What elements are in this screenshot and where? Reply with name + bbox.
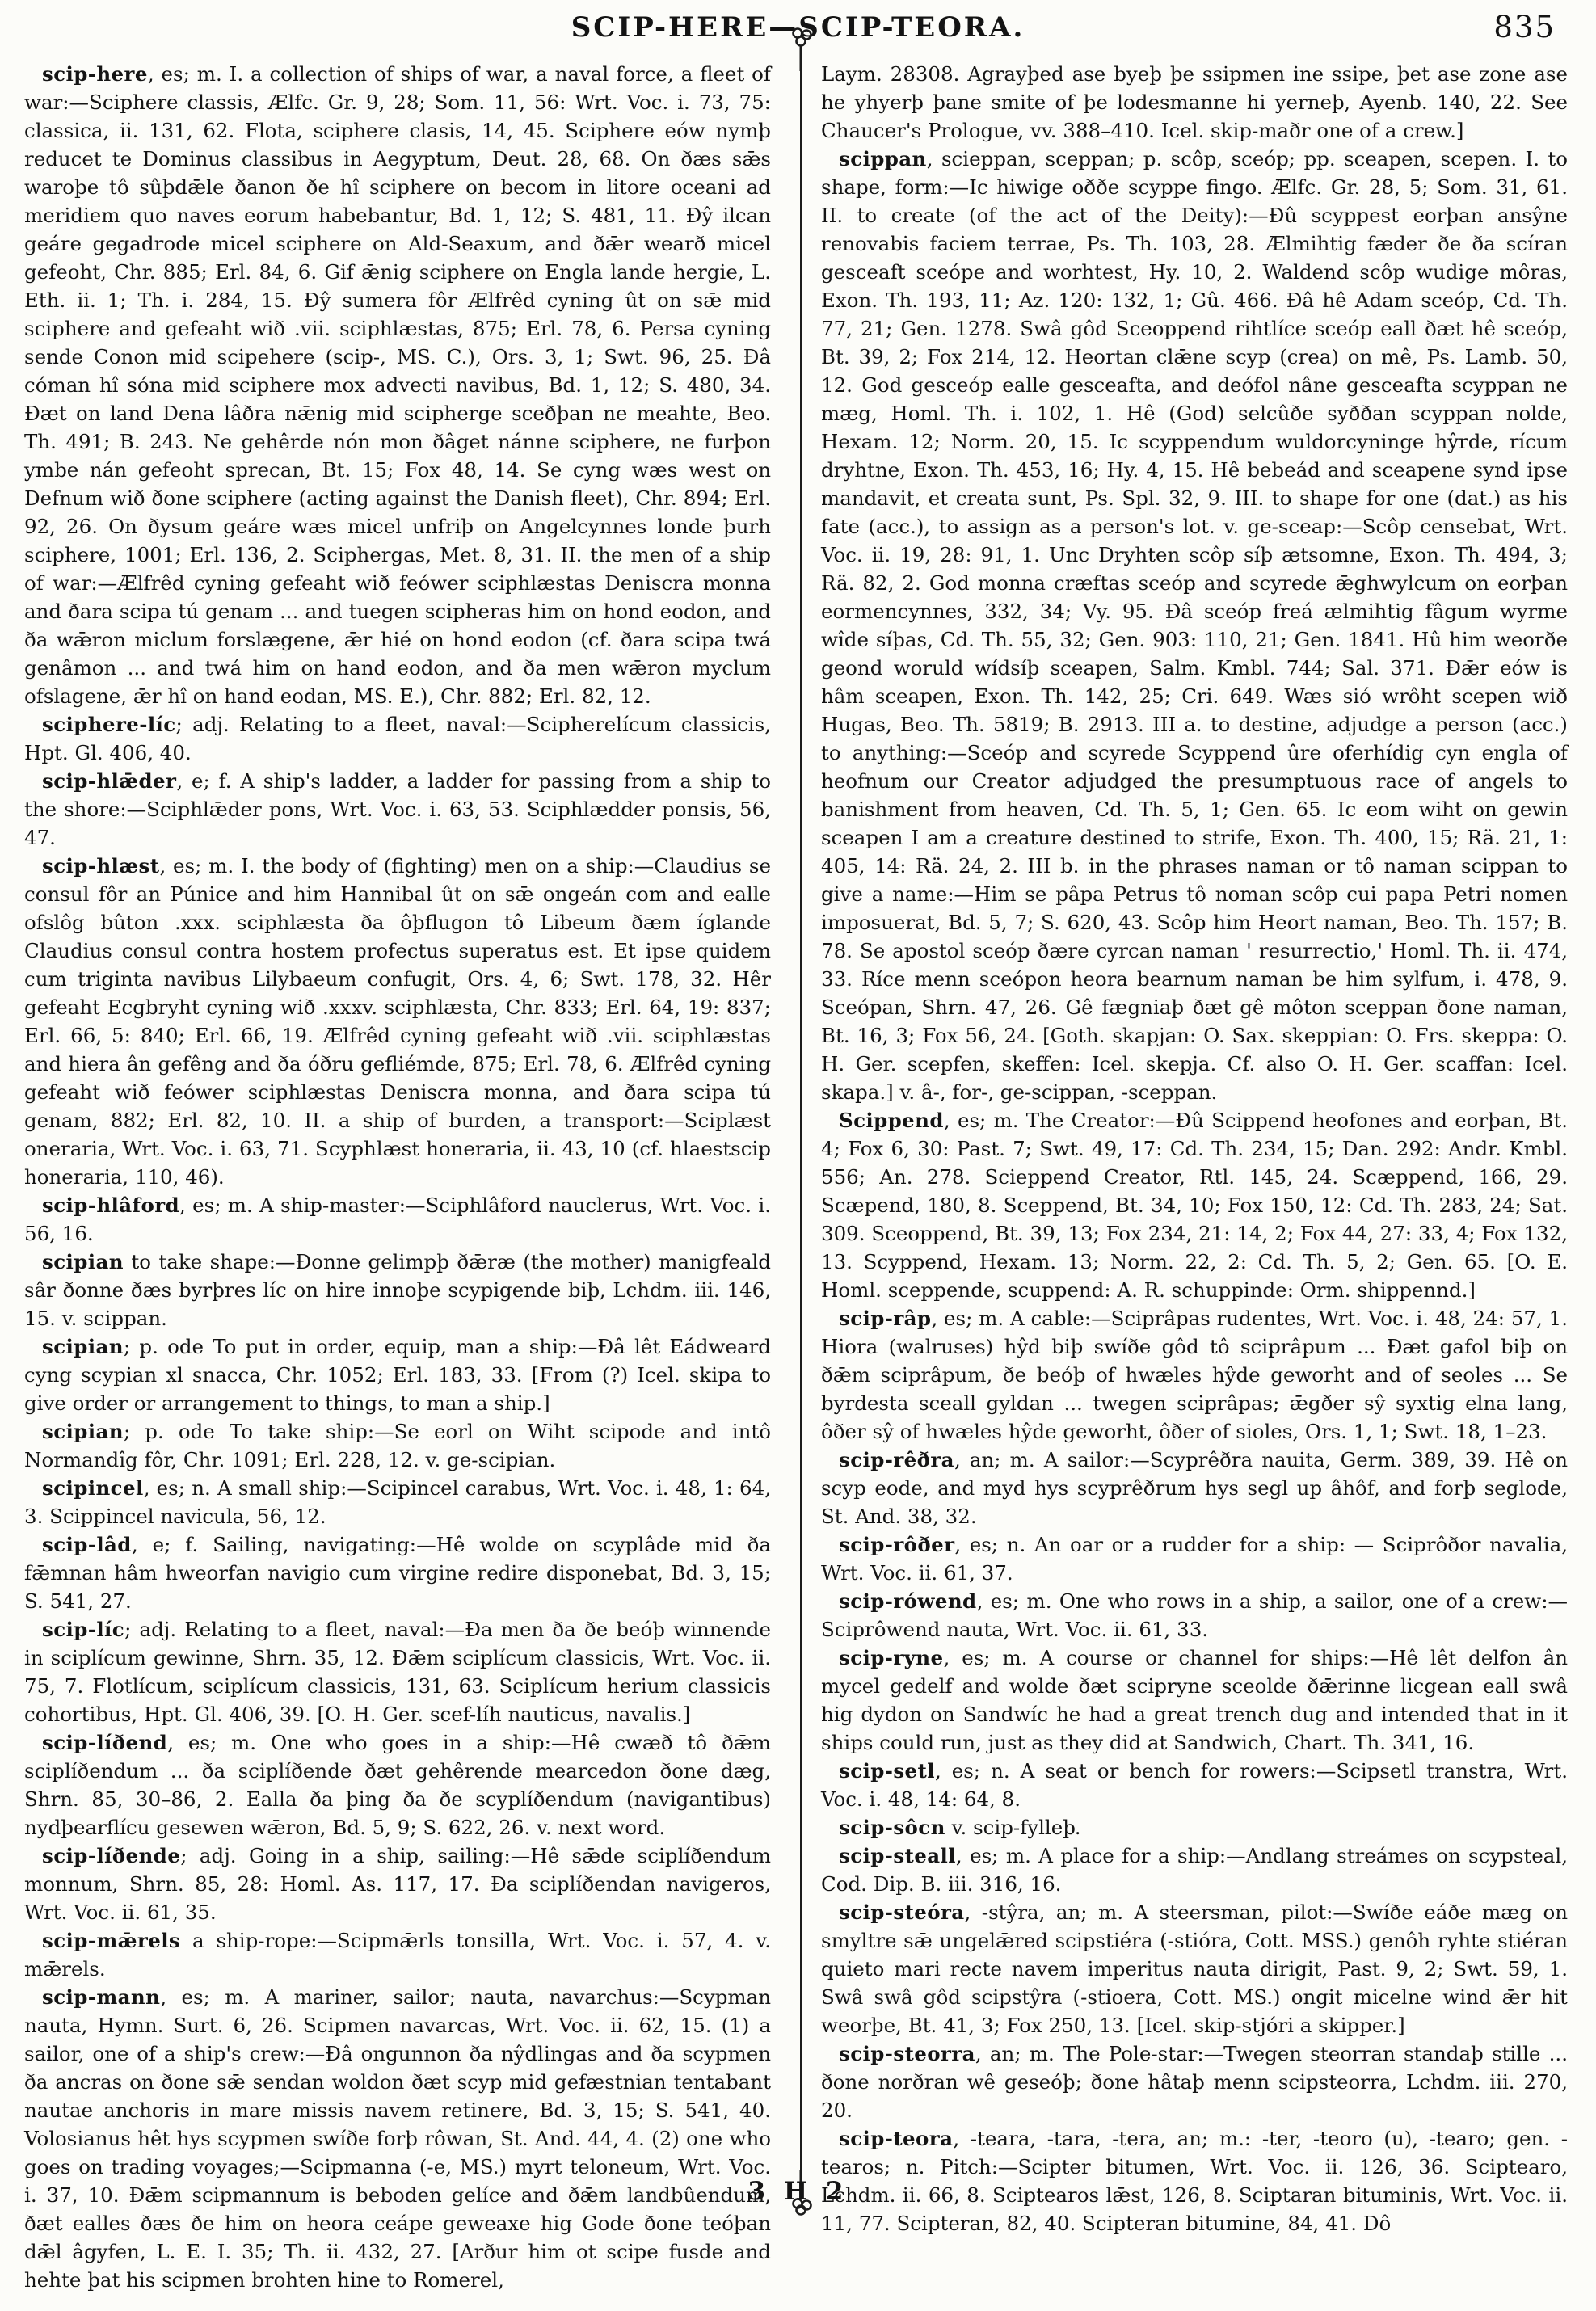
entry-scip-lic — [24, 1615, 771, 1728]
headword: scip-hlǣder — [42, 769, 177, 793]
headword: sciphere-líc — [42, 713, 176, 736]
entry-text: , es; m. A mariner, sailor; nauta, navarchus:—Scypman nauta, Hymn. Surt. 6, 26. Scipmen navarcas, Wrt. Voc. ii. 62, 15. (1) a sailor, one of a ship's crew:—Ðâ ongunnon ða nŷdlingas and ða scypmen ða ancras on ðone sǣ sendan woldon ðæt scyp mid gefæstnian tentabant nautae anchoris in mare missis navem retinere, Bd. 3, 15; S. 541, 40. Volosianus hêt hys scypmen swíðe forþ rôwan, St. And. 44, 4. (2) one who goes on trading voyages;—Scipmanna (-e, MS.) myrt teloneum, Wrt. Voc. i. 37, 10. Ðǣm scipmannum is beboden gelíce and ðǣm landbûendum, ðæt ealles ðæs ðe him on heora ceápe geweaxe hig Gode ðone teóþan dǣl âgyfen, L. E. I. 35; Th. ii. 432, 27. [Arður him ot scipe fusde and hehte þat his scipmen brohten hine to Romerel, — [24, 1985, 771, 2292]
headword: scip-steóra — [839, 1901, 965, 1924]
entry-scipian-1 — [24, 1248, 771, 1332]
headword: scip-lâd — [42, 1533, 132, 1556]
entry-scip-lithende — [24, 1842, 771, 1926]
entry-scip-steora — [821, 1898, 1568, 2039]
entry-text: ; adj. Relating to a fleet, naval:—Scipherelícum classicis, Hpt. Gl. 406, 40. — [24, 713, 771, 764]
entry-text: ; p. ode To put in order, equip, man a ship:—Ðâ lêt Eádweard cyng scypian xl snacca, Chr. 1052; Erl. 183, 33. [From (?) Icel. skipa to give order or arrangement to things, to man a ship.] — [24, 1335, 771, 1415]
headword: scip-setl — [839, 1759, 935, 1783]
headword: scip-rêðra — [839, 1448, 954, 1471]
entry-text: , es; n. A seat or bench for rowers:—Scipsetl transtra, Wrt. Voc. i. 48, 14: 64, 8. — [821, 1759, 1568, 1811]
entry-scip-mann-continued — [821, 60, 1568, 145]
entry-scip-rowend — [821, 1587, 1568, 1644]
entry-scip-hlaeder — [24, 767, 771, 852]
signature-mark: 3 H 2 — [747, 2177, 849, 2206]
entry-text: , es; m. A course or channel for ships:—Hê lêt delfon ân mycel gedelf and wolde ðæt scipryne sceolde ðǣrinne licgean eall swâ hig dydon on Sandwíc he had a great trench dug and intended that in it ships could run, just as they did at Sandwich, Chart. Th. 341, 16. — [821, 1646, 1568, 1754]
entry-text: ; p. ode To take ship:—Se eorl on Wiht scipode and intô Normandîg fôr, Chr. 1091; Erl. 228, 12. v. ge-scipian. — [24, 1420, 771, 1471]
entry-text: , e; f. A ship's ladder, a ladder for passing from a ship to the shore:—Sciphlǣder pons, Wrt. Voc. i. 63, 53. Sciphlædder ponsis, 56, 47. — [24, 769, 771, 849]
entry-scip-lithend — [24, 1728, 771, 1842]
entry-text: , es; m. One who rows in a ship, a sailor, one of a crew:—Sciprôwend nauta, Wrt. Voc. ii. 61, 33. — [821, 1589, 1568, 1641]
headword: scip-rówend — [839, 1589, 977, 1613]
entry-scip-hlaest — [24, 852, 771, 1191]
entry-scip-rethra — [821, 1446, 1568, 1530]
entry-scip-steorra — [821, 2039, 1568, 2124]
entry-text: Laym. 28308. Agrayþed ase byeþ þe ssipmen ine ssipe, þet ase zone ase he yhyerþ þane smite of þe lodesmanne hi yerneþ, Ayenb. 140, 22. See Chaucer's Prologue, vv. 388–410. Icel. skip-maðr one of a crew.] — [821, 62, 1568, 142]
entry-text: ; adj. Going in a ship, sailing:—Hê sǣde sciplíðendum monnum, Shrn. 85, 28: Homl. As. 117, 17. Ða sciplíðendan navigeros, Wrt. Voc. ii. 61, 35. — [24, 1844, 771, 1924]
entry-scipincel — [24, 1474, 771, 1530]
entry-text: , es; m. A ship-master:—Sciphlâford nauclerus, Wrt. Voc. i. 56, 16. — [24, 1193, 771, 1245]
entry-text: , es; m. The Creator:—Ðû Scippend heofones and eorþan, Bt. 4; Fox 6, 30: Past. 7; Swt. 49, 17: Cd. Th. 234, 15; Dan. 292: Andr. Kmbl. 556; An. 278. Scieppend Creator, Rtl. 145, 24. Scæppend, 166, 29. Scæpend, 180, 8. Sceppend, Bt. 34, 10; Fox 150, 12: Cd. Th. 283, 24; Sat. 309. Sceoppend, Bt. 39, 13; Fox 234, 21: 14, 2; Fox 44, 27: 33, 4; Fox 132, 13. Scyppend, Hexam. 13; Norm. 22, 2: Cd. Th. 5, 2; Gen. 65. [O. E. Homl. sceppende, scuppend: A. R. schuppinde: Orm. shippennd.] — [821, 1109, 1568, 1302]
page-number: 835 — [1493, 10, 1556, 44]
entry-scip-rap — [821, 1304, 1568, 1446]
entry-text: ; adj. Relating to a fleet, naval:—Ða men ða ðe beóþ winnende in sciplícum gewinne, Shrn. 35, 12. Ðǣm sciplícum classicis, Wrt. Voc. ii. 75, 7. Flotlícum, sciplícum classicis, 131, 63. Sciplícum herium classicis cohortibus, Hpt. Gl. 406, 39. [O. H. Ger. scef-líh nauticus, navalis.] — [24, 1618, 771, 1726]
entry-scippend — [821, 1106, 1568, 1304]
entry-text: , es; n. A small ship:—Scipincel carabus, Wrt. Voc. i. 48, 1: 64, 3. Scippincel navicula, 56, 12. — [24, 1476, 771, 1528]
entry-text: , an; m. A sailor:—Scyprêðra nauita, Germ. 389, 39. Hê on scyp eode, and myd hys scyprêðrum hys segl up âhôf, and forþ seglode, St. And. 38, 32. — [821, 1448, 1568, 1528]
headword: scip-steall — [839, 1844, 956, 1867]
headword: scip-hlâford — [42, 1193, 180, 1217]
entry-scip-hlaford — [24, 1191, 771, 1248]
entry-scipian-3 — [24, 1417, 771, 1474]
headword: scip-sôcn — [839, 1816, 945, 1839]
entry-scip-maerels — [24, 1926, 771, 1983]
entry-text: , scieppan, sceppan; p. scôp, sceóp; pp. sceapen, scepen. I. to shape, form:—Ic hiwige oððe scyppe fingo. Ælfc. Gr. 28, 5; Som. 31, 61. II. to create (of the act of the Deity):—Ðû scyppest eorþan ansŷne renovabis faciem terrae, Ps. Th. 103, 28. Ælmihtig fæder ðe ða scíran gesceaft sceópe and worhtest, Hy. 10, 2. Waldend scôp wudige môras, Exon. Th. 193, 11; Az. 120: 132, 1; Gû. 466. Ðâ hê Adam sceóp, Cd. Th. 77, 21; Gen. 1278. Swâ gôd Sceoppend rihtlíce sceóp eall ðæt hê sceóp, Bt. 39, 2; Fox 214, 12. Heortan clǣne scyp (crea) on mê, Ps. Lamb. 50, 12. God gesceóp ealle gesceafta, and deófol nâne gesceafta scyppan ne mæg, Homl. Th. i. 102, 1. Hê (God) selcûðe syððan scyppan nolde, Hexam. 12; Norm. 20, 15. Ic scyppendum wuldorcyninge hŷrde, rícum dryhtne, Exon. Th. 453, 16; Hy. 4, 15. Hê bebeád and sceapene synd ipse mandavit, et creata sunt, Ps. Spl. 32, 9. III. to shape for one (dat.) as his fate (acc.), to assign as a person's lot. v. ge-sceap:—Scôp censebat, Wrt. Voc. ii. 19, 28: 91, 1. Unc Dryhten scôp síþ ætsomne, Exon. Th. 494, 3; Rä. 82, 2. God monna cræftas sceóp and scyrede ǣghwylcum on eorþan eormencynnes, 332, 34; Vy. 95. Ðâ sceóp freá ælmihtig fâgum wyrme wîde síþas, Cd. Th. 55, 32; Gen. 903: 110, 21; Gen. 1841. Hû him weorðe geond woruld wídsíþ sceapen, Salm. Kmbl. 744; Sal. 371. Ðǣr eów is hâm sceapen, Exon. Th. 142, 25; Cri. 649. Wæs sió wrôht scepen wið Hugas, Beo. Th. 5819; B. 2913. III a. to destine, adjudge a person (acc.) to anything:—Sceóp and scyrede Scyppend ûre oferhídig cyn engla of heofnum our Creator adjudged the presumptuous race of angels to banishment from heaven, Cd. Th. 5, 1; Gen. 65. Ic eom wiht on gewin sceapen I am a creature destined to strife, Exon. Th. 400, 15; Rä. 21, 1: 405, 14: Rä. 24, 2. III b. in the phrases naman or tô naman scippan to give a name:—Him se pâpa Petrus tô noman scôp cui papa Petri nomen imposuerat, Bd. 5, 7; S. 620, 43. Scôp him Heort naman, Beo. Th. 157; B. 78. Se apostol sceóp ðære cyrcan naman ' resurrectio,' Homl. Th. ii. 474, 33. Ríce menn sceópon heora bearnum naman be him sylfum, i. 478, 9. Sceópan, Shrn. 47, 26. Gê fægniaþ ðæt gê môton sceppan ðone naman, Bt. 16, 3; Fox 56, 24. [Goth. skapjan: O. Sax. skeppian: O. Frs. skeppa: O. H. Ger. scepfen, skeffen: Icel. skepja. Cf. also O. H. Ger. scaffan: Icel. skapa.] v. â-, for-, ge-scippan, -sceppan. — [821, 147, 1568, 1104]
headword: scippan — [839, 147, 927, 170]
entry-scip-ryne — [821, 1644, 1568, 1757]
headword: scipian — [42, 1335, 124, 1358]
entry-scip-socn — [821, 1813, 1568, 1842]
entry-scip-lad — [24, 1530, 771, 1615]
headword: scip-rôðer — [839, 1533, 955, 1556]
entry-text: , an; m. The Pole-star:—Twegen steorran standaþ stille ... ðone norðran wê geseóþ; ðone hâtaþ menn scipsteorra, Lchdm. iii. 270, 20. — [821, 2042, 1568, 2122]
headword: scip-râp — [839, 1307, 932, 1330]
entry-scip-setl — [821, 1757, 1568, 1813]
entry-scip-steall — [821, 1842, 1568, 1898]
entry-sciphere-lic — [24, 710, 771, 767]
headword: scip-líc — [42, 1618, 125, 1641]
entry-text: to take shape:—Ðonne gelimpþ ðǣræ (the mother) manigfeald sâr ðonne ðæs byrþres líc on hire innoþe scypigende biþ, Lchdm. iii. 146, 15. v. scippan. — [24, 1250, 771, 1330]
headword: scipian — [42, 1250, 124, 1273]
entry-scip-mann — [24, 1983, 771, 2294]
right-column — [821, 60, 1568, 2294]
entry-text: , -stŷra, an; m. A steersman, pilot:—Swíðe eáðe mæg on smyltre sǣ ungelǣred scipstiéra (-stióra, Cott. MSS.) genôh ryhte stiéran quieto mari recte navem imperitus nauta dirigit, Past. 9, 2; Swt. 59, 1. Swâ swâ gôd scipstŷra (-stioera, Cott. MS.) ongit micelne wind ǣr hit weorþe, Bt. 41, 3; Fox 250, 13. [Icel. skip-stjóri a skipper.] — [821, 1901, 1568, 2037]
headword: scipian — [42, 1420, 124, 1443]
entry-text: , es; m. I. the body of (fighting) men on a ship:—Claudius se consul fôr an Púnice and him Hannibal ût on sǣ ongeán com and ealle ofslôg bûton .xxx. sciphlæsta ða ôþflugon tô Libeum ðæm íglande Claudius consul contra hostem profectus superatus est. Et ipse quidem cum triginta navibus Lilybaeum confugit, Ors. 4, 6; Swt. 178, 32. Hêr gefeaht Ecgbryht cyning wið .xxxv. sciphlæsta, Chr. 833; Erl. 64, 19: 837; Erl. 66, 5: 840; Erl. 66, 19. Ælfrêd cyning gefeaht wið .vii. sciphlæstas and hiera ân gefêng and ða óðru gefliémde, 875; Erl. 78, 6. Ælfrêd cyning gefeaht wið feówer sciphlæstas Deniscra monna, and ðara scipa tú genam, 882; Erl. 82, 10. II. a ship of burden, a transport:—Sciplæst oneraria, Wrt. Voc. i. 63, 71. Scyphlæst honeraria, ii. 43, 10 (cf. hlaestscip honeraria, 110, 46). — [24, 854, 771, 1189]
entry-scippan — [821, 145, 1568, 1106]
entry-text: , e; f. Sailing, navigating:—Hê wolde on scyplâde mid ða fǣmnan hâm hweorfan navigio cum virgine redire disponebat, Bd. 3, 15; S. 541, 27. — [24, 1533, 771, 1613]
text-columns — [24, 60, 1568, 2294]
headword: Scippend — [839, 1109, 944, 1132]
headword: scip-mǣrels — [42, 1929, 181, 1952]
headword: scip-mann — [42, 1985, 161, 2009]
entry-scip-rother — [821, 1530, 1568, 1587]
entry-text: , es; m. One who goes in a ship:—Hê cwæð tô ðǣm sciplíðendum ... ða sciplíðende ðæt gehêrende mearcedon ðone dæg, Shrn. 85, 30–86, 2. Ealla ða þing ða ðe scyplíðendum (navigantibus) nydþearflícu gesewen wǣron, Bd. 5, 9; S. 622, 26. v. next word. — [24, 1731, 771, 1839]
headword: scip-steorra — [839, 2042, 975, 2065]
entry-scip-here — [24, 60, 771, 710]
entry-text: v. scip-fylleþ. — [945, 1816, 1081, 1839]
left-column — [24, 60, 771, 2294]
entry-text: , es; m. A place for a ship:—Andlang streámes on scypsteal, Cod. Dip. B. iii. 316, 16. — [821, 1844, 1568, 1896]
entry-text: , -teara, -tara, -tera, an; m.: -ter, -teoro (u), -tearo; gen. -tearos; n. Pitch:—Scipter bitumen, Wrt. Voc. ii. 126, 36. Sciptearo, Lchdm. ii. 66, 8. Sciptearos lǣst, 126, 8. Sciptaran bituminis, Wrt. Voc. ii. 11, 77. Scipteran, 82, 40. Scipteran bitumine, 84, 41. Dô — [821, 2127, 1568, 2235]
headword: scip-teora — [839, 2127, 954, 2150]
headword: scip-here — [42, 62, 148, 86]
entry-text: a ship-rope:—Scipmǣrls tonsilla, Wrt. Voc. i. 57, 4. v. mǣrels. — [24, 1929, 771, 1981]
page-title: SCIP-HERE—SCIP-TEORA. — [571, 11, 1025, 44]
headword: scip-líðend — [42, 1731, 168, 1754]
entry-text: , es; m. A cable:—Sciprâpas rudentes, Wrt. Voc. i. 48, 24: 57, 1. Hiora (walruses) hŷd biþ swíðe gôd tô sciprâpum ... Ðæt gafol biþ on ðǣm sciprâpum, ðe beóþ of hwæles hŷde geworht and of seoles ... Se byrdesta sceall gyldan ... twegen sciprâpas; ǣgðer sŷ syxtig elna lang, ôðer sŷ of hwæles hŷde geworht, ôðer of sioles, Ors. 1, 1; Swt. 18, 1–23. — [821, 1307, 1568, 1443]
headword: scip-hlæst — [42, 854, 160, 878]
headword: scip-ryne — [839, 1646, 944, 1669]
entry-text: , es; m. I. a collection of ships of war, a naval force, a fleet of war:—Sciphere classis, Ælfc. Gr. 9, 28; Som. 11, 56: Wrt. Voc. i. 73, 75: classica, ii. 131, 62. Flota, sciphere clasis, 14, 45. Sciphere eów nymþ reducet te Dominus classibus in Aegyptum, Deut. 28, 68. On ðæs sǣs waroþe tô sûþdǣle ðanon ðe hî sciphere on becom in litore oceani ad meridiem quo naves eorum habebantur, Bd. 1, 12; S. 481, 11. Ðŷ ilcan geáre gegadrode micel sciphere on Ald-Seaxum, and ðǣr wearð micel gefeoht, Chr. 885; Erl. 84, 6. Gif ǣnig sciphere on Engla lande hergie, L. Eth. ii. 1; Th. i. 284, 15. Ðŷ sumera fôr Ælfrêd cyning ût on sǣ mid sciphere and gefeaht wið .vii. sciphlæstas, 875; Erl. 78, 6. Persa cyning sende Conon mid scipehere (scip-, MS. C.), Ors. 3, 1; Swt. 96, 25. Ðâ cóman hî sóna mid sciphere mox advecti navibus, Bd. 1, 12; S. 480, 34. Ðæt on land Dena lâðra nǣnig mid scipherge sceðþan ne meahte, Beo. Th. 491; B. 243. Ne gehêrde nón mon ðâget nánne sciphere, ne furþon ymbe nán gefeoht sprecan, Bt. 15; Fox 48, 14. Se cyng wæs west on Defnum wið ðone sciphere (acting against the Danish fleet), Chr. 894; Erl. 92, 26. On ðysum geáre wæs micel unfriþ on Angelcynnes londe þurh sciphere, 1001; Erl. 136, 2. Sciphergas, Met. 8, 31. II. the men of a ship of war:—Ælfrêd cyning gefeaht wið feówer sciphlæstas Deniscra monna and ðara scipa tú genam ... and tuegen scipheras him on hond eodon, and ða wǣron miclum forslægene, ǣr hié on hond eodon (cf. ðara scipa twá genâmon ... and twá him on hand eodon, and ða men wǣron myclum ofslagene, ǣr hî on hand eodan, MS. E.), Chr. 882; Erl. 82, 12. — [24, 62, 771, 708]
entry-text: , es; n. An oar or a rudder for a ship: — Sciprôðor navalia, Wrt. Voc. ii. 61, 37. — [821, 1533, 1568, 1585]
entry-scipian-2 — [24, 1332, 771, 1417]
headword: scip-líðende — [42, 1844, 181, 1867]
headword: scipincel — [42, 1476, 144, 1500]
